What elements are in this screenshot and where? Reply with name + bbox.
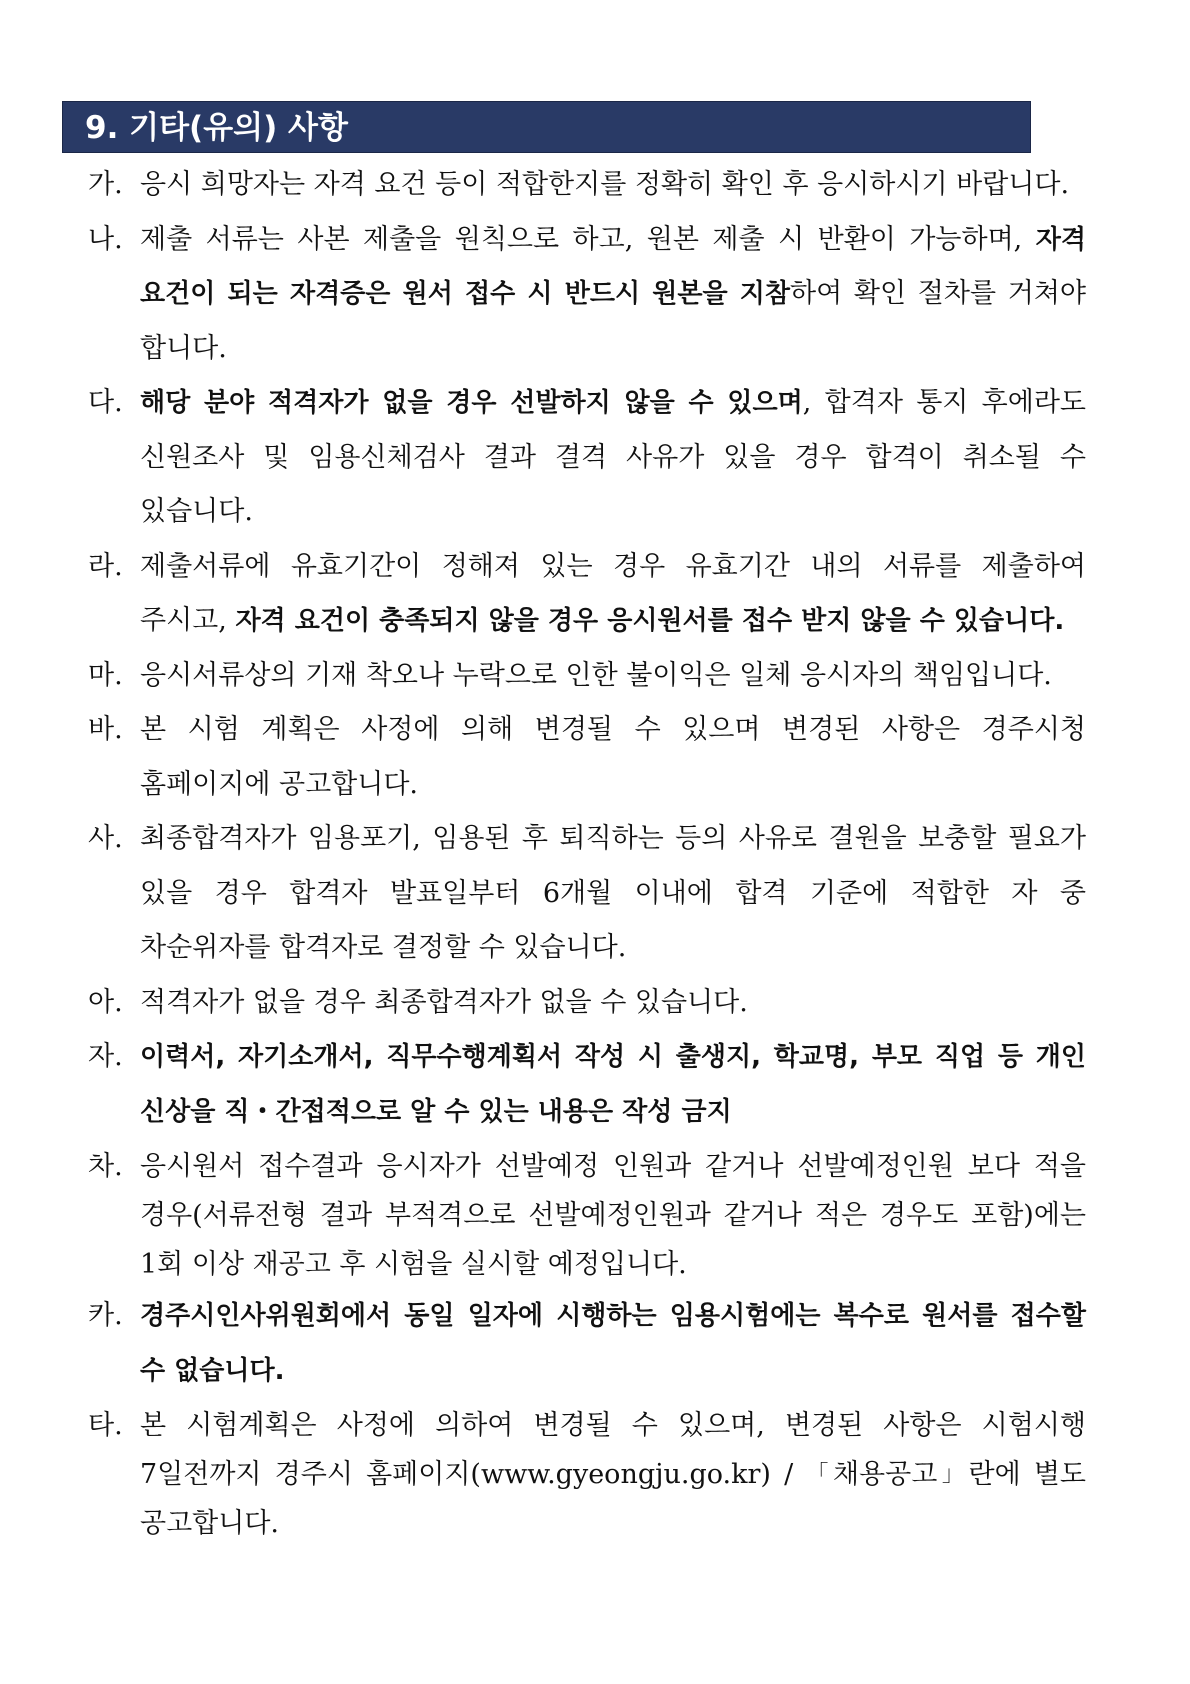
item-text: 응시서류상의 기재 착오나 누락으로 인한 불이익은 일체 응시자의 책임입니다. [140,659,1052,691]
item-emphasis: 자격 요건이 되는 자격증은 원서 접수 시 반드시 원본을 지참 [140,224,1086,309]
item-text: 본 시험계획은 사정에 의하여 변경될 수 있으며, 변경된 사항은 시험시행 7일전까지 경주시 홈페이지(www.gyeongju.go.kr) / [140,1410,1086,1490]
notice-item-cha [88,1142,1086,1289]
item-marker: 타. [88,1410,123,1441]
notice-item-da [88,376,1086,540]
item-emphasis: 자격 요건이 충족되지 않을 경우 응시원서를 접수 받지 않을 수 있습니다. [235,606,1065,636]
item-text-continued: 란에 별도 공고합니다. [140,1459,1086,1539]
notice-list [88,158,1086,1548]
item-marker: 자. [88,1041,123,1072]
item-marker: 가. [88,169,123,200]
item-text: 응시 희망자는 자격 요건 등이 적합한지를 정확히 확인 후 응시하시기 바랍니다. [140,169,1070,200]
item-marker: 마. [88,659,123,691]
notice-item-ja [88,1030,1086,1139]
item-text: 최종합격자가 임용포기, 임용된 후 퇴직하는 등의 사유로 결원을 보충할 필요가 있을 경우 합격자 발표일부터 6개월 이내에 합격 기준에 적합한 자 중 차순위자를 합격자로 결정할 수 있습니다. [140,823,1086,963]
item-marker: 카. [88,1300,123,1331]
bracket-open: 「 [806,1462,833,1487]
item-text-continued: 하여 확인 절차를 거쳐야 합니다. [140,278,1086,364]
notice-item-ta [88,1401,1086,1548]
bracket-close: 」 [937,1462,969,1487]
item-emphasis: 해당 분야 적격자가 없을 경우 선발하지 않을 수 있으며 [140,388,803,418]
item-text: 본 시험 계획은 사정에 의해 변경될 수 있으며 변경된 사항은 경주시청 홈페이지에 공고합니다. [140,714,1086,800]
item-marker: 나. [88,223,123,255]
notice-item-ra [88,540,1086,649]
notice-item-a [88,976,1086,1031]
bracket-text: 채용공고 [832,1459,938,1490]
item-marker: 다. [88,387,123,418]
item-text: 제출서류에 유효기간이 정해져 있는 경우 유효기간 내의 서류를 제출하여 주시고, [140,550,1086,636]
section-header [62,101,1031,153]
item-marker: 차. [88,1151,123,1182]
item-marker: 아. [88,986,123,1018]
item-emphasis: 이력서, 자기소개서, 직무수행계획서 작성 시 출생지, 학교명, 부모 직업 등 개인 신상을 직・간접적으로 알 수 있는 내용은 작성 금지 [140,1042,1086,1127]
notice-item-ba [88,703,1086,812]
item-marker: 사. [88,823,123,854]
item-text: 적격자가 없을 경우 최종합격자가 없을 수 있습니다. [140,986,748,1018]
notice-item-na [88,213,1086,377]
item-marker: 라. [88,550,123,582]
notice-item-ga [88,158,1086,213]
item-marker: 바. [88,714,123,745]
section-title: 9. 기타(유의) 사항 [85,110,348,146]
notice-item-sa [88,812,1086,976]
item-emphasis: 경주시인사위원회에서 동일 일자에 시행하는 임용시험에는 복수로 원서를 접수할 수 없습니다. [140,1301,1086,1386]
notice-item-ka [88,1289,1086,1398]
item-text: 응시원서 접수결과 응시자가 선발예정 인원과 같거나 선발예정인원 보다 적을 경우(서류전형 결과 부적격으로 선발예정인원과 같거나 적은 경우도 포함)에는 1회 이상 재공고 후 시험을 실시할 예정입니다. [140,1151,1086,1280]
item-text: 제출 서류는 사본 제출을 원칙으로 하고, 원본 제출 시 반환이 가능하며, [140,223,1023,255]
notice-item-ma [88,649,1086,704]
item-text: , 합격자 통지 후에라도 신원조사 및 임용신체검사 결과 결격 사유가 있을 경우 합격이 취소될 수 있습니다. [140,387,1087,527]
